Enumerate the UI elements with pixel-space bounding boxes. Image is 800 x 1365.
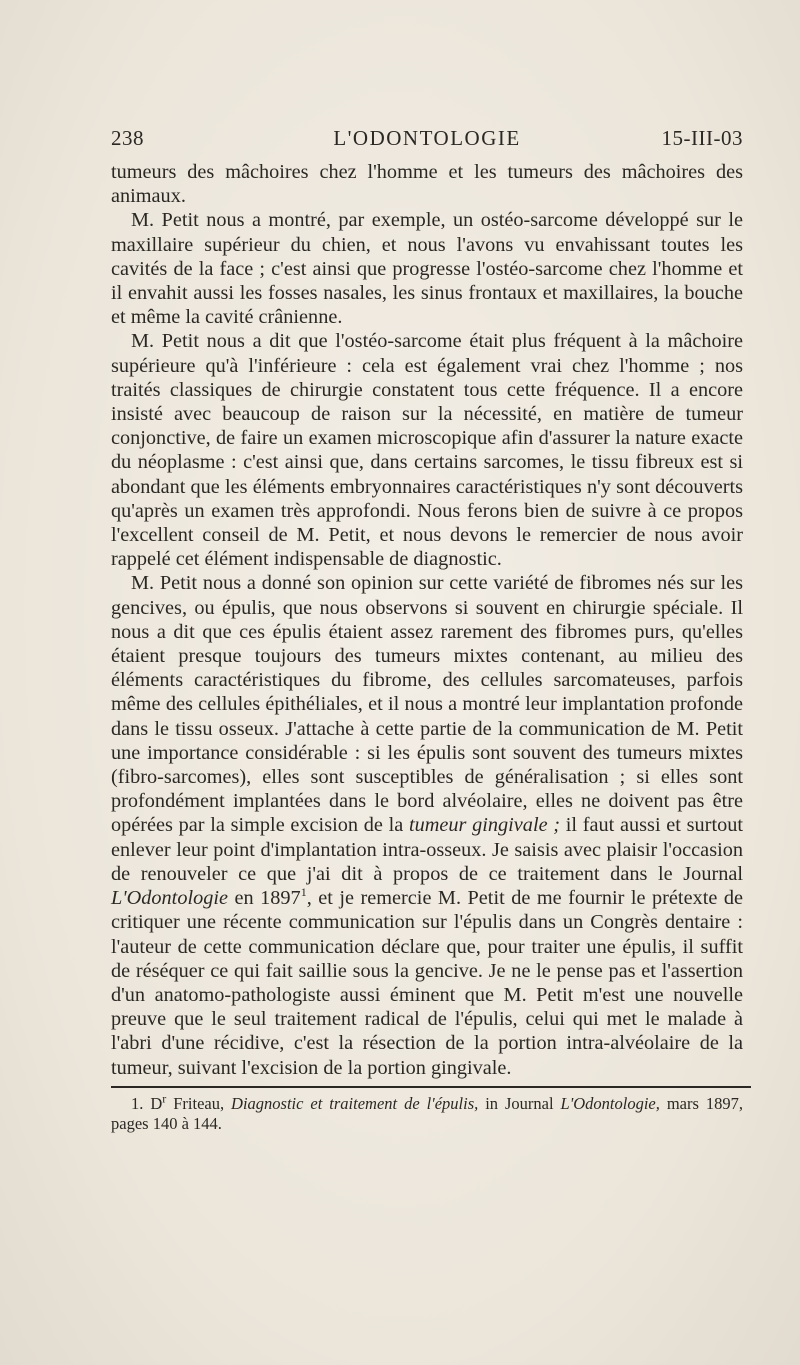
- footnote-ending: mars 1897, pages 140 à 144.: [111, 1094, 743, 1133]
- footnote-marker: 1.: [131, 1094, 144, 1113]
- footnote-middle: in Journal: [478, 1094, 561, 1113]
- paragraph-4-part-4: , et je remercie M. Petit de me fournir le prétexte de critiquer une récente communication sur l'épulis dans un Congrès dentaire : l'auteur de cette communication déclare que, pour traiter une épulis, il suffit de réséquer ce qui fait saillie sous la gencive. Je ne le pense pas et l'assertion d'un anatomo-pathologiste aussi éminent que M. Petit m'est une nouvelle preuve que le seul traitement radical de l'épulis, celui qui met le malade à l'abri d'une récidive, c'est la résection de la portion intra-alvéolaire de la tumeur, suivant l'excision de la portion gingivale.: [111, 887, 743, 1079]
- paragraph-4-part-1: M. Petit nous a donné son opinion sur cette variété de fibromes nés sur les gencives, ou épulis, que nous observons si souvent en chirurgie spéciale. Il nous a dit que ces épulis étaient assez rarement des fibromes purs, qu'elles étaient presque toujours des tumeurs mixtes contenant, au milieu des éléments caractéristiques du fibrome, des cellules sarcomateuses, parfois même des cellules épithéliales, et il nous a montré leur implantation profonde dans le tissu osseux. J'attache à cette partie de la communication de M. Petit une importance considérable : si les épulis sont souvent des tumeurs mixtes (fibro-sarcomes), elles sont susceptibles de généralisation ; si elles sont profondément implantées dans le bord alvéolaire, elles ne doivent pas être opérées par la simple excision de la: [111, 572, 743, 837]
- footnote-author-prefix: D: [150, 1094, 163, 1113]
- italic-journal-title: L'Odontologie: [111, 887, 229, 910]
- italic-tumeur-gingivale: tumeur gingivale ;: [408, 814, 561, 837]
- paragraph-3: M. Petit nous a dit que l'ostéo-sarcome était plus fréquent à la mâchoire supérieure qu'à l'inférieure : cela est également vrai chez l'homme ; nos traités classiques de chirurgie constatent tous cette fréquence. Il a encore insisté avec beaucoup de raison sur la nécessité, en matière de tumeur conjonctive, de faire un examen microscopique afin d'assurer la nature exacte du néoplasme : c'est ainsi que, dans certains sarcomes, le tissu fibreux est si abondant que les éléments embryonnaires caractéristiques n'y sont découverts qu'après un examen très approfondi. Nous ferons bien de suivre à ce propos l'excellent conseil de M. Petit, et nous devons le remercier de nous avoir rappelé cet élément indispensable de diagnostic.: [111, 330, 743, 571]
- paragraph-2: M. Petit nous a montré, par exemple, un ostéo-sarcome développé sur le maxillaire supérieur du chien, et nous l'avons vu envahissant toutes les cavités de la face ; c'est ainsi que progresse l'ostéo-sarcome chez l'homme et il envahit aussi les fosses nasales, les sinus frontaux et maxillaires, la bouche et même la cavité crânienne.: [111, 209, 743, 329]
- paragraph-4-part-3: en 1897: [228, 887, 301, 910]
- footnote-author-sup: r: [162, 1091, 167, 1106]
- page-number: 238: [111, 126, 144, 150]
- paragraph-4: [111, 571, 743, 1079]
- body-text: [111, 160, 743, 1080]
- paragraph-1: tumeurs des mâchoires chez l'homme et les tumeurs des mâchoires des animaux.: [111, 161, 743, 208]
- footnote-reference: 1: [300, 885, 307, 900]
- footnote-rule: [111, 1086, 751, 1088]
- running-header: [111, 126, 743, 156]
- issue-date: 15-III-03: [661, 126, 743, 150]
- footnote: [111, 1091, 743, 1134]
- running-title: L'ODONTOLOGIE: [333, 126, 521, 150]
- footnote-author-name: Friteau,: [166, 1094, 232, 1113]
- paragraph-4-part-2: il faut aussi et surtout enlever leur point d'implantation intra-osseux. Je saisis avec plaisir l'occasion de renouveler ce que j'ai dit à propos de ce traitement dans le Journal: [111, 814, 743, 885]
- footnote-journal: L'Odontologie,: [560, 1094, 660, 1113]
- footnote-title: Diagnostic et traitement de l'épulis,: [231, 1094, 479, 1113]
